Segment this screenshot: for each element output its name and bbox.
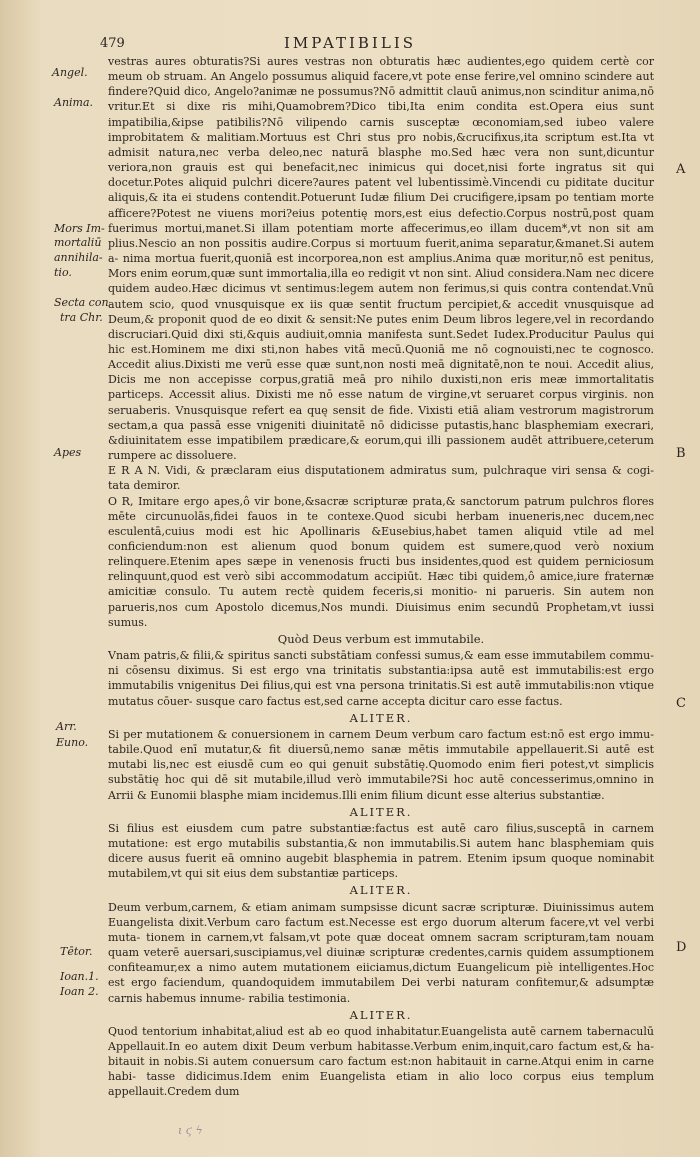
margin-note-anima: Anima. (54, 96, 94, 109)
margin-note-annihila: annihila- (54, 251, 103, 264)
heading-aliter-4: ALITER. (349, 1007, 413, 1022)
paragraph-5: Si per mutationem & conuersionem in carnem Deum verbum caro factum est:nō est ergo immu- tabile.Quod enī mutatur,& fit diuersū,nemo sanæ mētis immutabile appellauerit.Si autē est mutabi lis,nec est eiusdē cum eo qui genuit substātię.Quomodo enim fieri potest,vt simplicis substātię hoc qui dē sit mutabile,illud verò immutabile?Si hoc autē concesserimus,omnino in Arrii & Eunomii blasphe miam incidemus.Illi enim filium dicunt esse alterius substantiæ. (108, 727, 654, 802)
section-letter-c: C (676, 696, 686, 711)
margin-note-arr: Arr. (56, 720, 77, 733)
margin-note-ioan2: Ioan 2. (60, 985, 99, 998)
margin-note-mors: Mors Im- (54, 222, 105, 235)
margin-note-secta: Secta con (54, 296, 109, 309)
margin-note-mortalium: mortaliū (54, 236, 102, 249)
margin-note-ioan1: Ioan.1. (60, 970, 99, 983)
margin-note-angel: Angel. (52, 66, 88, 79)
main-text (108, 54, 654, 1100)
paragraph-eran: E R A N. Vidi, & præclaram eius disputationem admiratus sum, pulchraque viri sensa & cogi- tata demiror. (108, 464, 654, 493)
margin-note-euno: Euno. (56, 736, 89, 749)
heading-aliter-3: ALITER. (349, 883, 413, 898)
section-letter-b: B (676, 446, 686, 461)
paragraph-1: vestras aures obturatis?Si aures vestras non obturatis hæc audientes,ego quidem certè cor meum ob struam. An Angelo possumus aliquid facere,vt pote ense ferire,vel omnino scindere aut findere?Quid dico, Angelo?animæ ne possumus?Nō admittit clauū animus,non scinditur anima,nō vritur.Et si dixe ris mihi,Quamobrem?Dico tibi,Ita enim condita est.Opera eius sunt impatibilia,&ipse patibilis?Nō vilipendo carnis susceptæ œconomiam,sed iubeo valere improbitatem & malitiam.Mortuus est Chri stus pro nobis,&crucifixus,ita scriptum est.Ita vt admisit natura,nec verba deleo,nec naturā blasphe mo.Sed hæc vera non sunt,dicuntur veriora,non grauis est qui benefacit,nec inimicus qui docet,nisi forte ingratus sit qui docetur.Potes aliquid pulchri dicere?aures patent vel lubentissimè.Vincendi cu piditate ducitur aliquis,& ita ei studens contendit.Potuerunt Iudæ filium Dei crucifigere,ipsam po tentiam morte afficere?Potest ne viuens mori?eius potentię mors,est eius defectio.Corpus nostrū,post quam fuerimus mortui,manet.Si illam potentiam morte affecerimus,eo illam ducem*,vt non sit am plius.Nescio an non possitis audire.Corpus si mortuum fuerit,anima separatur,&manet.Si autem a- nima mortua fuerit,quoniā est incorporea,non est amplius.Anima quæ moritur,nō est penitus, Mors enim eorum,quæ sunt immortalia,illa eo redigit vt non sint. Aliud considera.Nam nec dicere quidem audeo.Hæc dicimus vt sentimus:legem autem non ferimus,si quis contra contendat.Vnū autem scio, quod vnusquisque ex iis quæ sentit fructum percipiet,& accedit vnusquisque ad Deum,& proponit quod de eo dixit & sensit:Ne putes enim Deum libros legere,vel in recordando discruciari.Quid dixi sti,&quis audiuit,omnia manifesta sunt.Sedet Iudex.Producitur Paulus qui hic est.Hominem me dixi sti,non habes vitā mecū.Quoniā me nō cognouisti,nec te cognosco. Accedit alius.Dixisti me verū esse quæ sunt,non nosti meā dignitatē,non te noui. Accedit alius, Dicis me non accepisse corpus,gratiā meā pro nihilo duxisti,non eris meæ immortalitatis particeps. Accessit alius. Dixisti me nō esse natum de virgine,vt seruaret corpus virginis. non seruaberis. Vnusquisque refert ea quę sensit de fide. Vixisti etiā aliam vestrorum magistrorum sectam,a qua passā esse vnigeniti diuinitatē nō didicisse putastis,hanc blasphemiam execrari, &diuinitatem esse impatibilem prædicare,& eorum,qui illi passionem audēt attribuere,ceterum rumpere ac dissoluere. (108, 55, 654, 463)
folio-number: 479 (100, 36, 125, 51)
margin-note-contra: tra Chr. (60, 311, 103, 324)
running-head: IMPATIBILIS (283, 34, 417, 52)
manuscript-mark: ι ϛ ϟ (178, 1124, 203, 1137)
margin-note-apes: Apes (54, 446, 82, 459)
heading-aliter-2: ALITER. (349, 804, 413, 819)
paragraph-orthodoxus: O R, Imitare ergo apes,ô vir bone,&sacræ scripturæ prata,& sanctorum patrum pulchros flores mēte circunuolās,fidei fauos in te contexe.Quod sicubi herbam inueneris,nec ducem,nec esculentā,cuius modi est hic Apollinaris &Eusebius,habet tamen aliquid vtile ad mel conficiendum:non est alienum quod bonum quidem est sumere,quod verò noxium relinquere.Etenim apes sæpe in venenosis fructi bus insidentes,quod est quidem perniciosum relinquunt,quod est verò sibi accommodatum accipiūt. Hæc tibi quidem,ô amice,iure fraternæ amicitiæ consulo. Tu autem rectè quidem feceris,si monitio- ni parueris. Sin autem non parueris,nos cum Apostolo dicemus,Nos mundi. Diuisimus enim secundū Prophetam,vt iussi sumus. (108, 494, 654, 629)
margin-note-tentor: Tētor. (60, 945, 93, 958)
heading-aliter-1: ALITER. (349, 710, 413, 725)
section-letter-d: D (676, 940, 687, 955)
paragraph-6: Si filius est eiusdem cum patre substantiæ:factus est autē caro filius,susceptā in carnem mutatione: est ergo mutabilis substantia,& non immutabilis.Si autem hanc blasphemiam quis dicere ausus fuerit eā omnino augebit blasphemia in patrem. Etenim ipsum quoque nominabit mutabilem,vt qui sit eius dem substantiæ particeps. (108, 821, 654, 881)
margin-note-tio: tio. (54, 266, 72, 279)
section-letter-a: A (676, 162, 686, 177)
page-header (0, 34, 700, 54)
paragraph-7: Deum verbum,carnem, & etiam animam sumpsisse dicunt sacræ scripturæ. Diuinissimus autem Euangelista dixit.Verbum caro factum est.Necesse est ergo duorum alterum facere,vt vel verbi muta- tionem in carnem,vt falsam,vt pote quæ doceat omnem sacram scripturam,tam nouam quam veterē auersari,suscipiamus,vel diuinæ scripturæ credentes,carnis quidem assumptionem confiteamur,ex a nimo autem mutationem eiiciamus,dictum Euangelicum piè intelligentes.Hoc est ergo faciendum, quandoquidem immutabilem Dei verbi naturam confitemur,& adsumptæ carnis habemus innume- rabilia testimonia. (108, 900, 654, 1005)
section-title: Quòd Deus verbum est immutabile. (277, 631, 485, 646)
paragraph-4: Vnam patris,& filii,& spiritus sancti substātiam confessi sumus,& eam esse immutabilem commu- ni cōsensu diximus. Si est ergo vna trinitatis substantia:ipsa autē est immutabilis:est ergo immutabilis vnigenitus Dei filius,qui est vna persona trinitatis.Si est autē immutabilis:non vtique mutatus cōuer- susque caro factus est,sed carne accepta dicitur caro esse factus. (108, 649, 654, 708)
paragraph-8: Quod tentorium inhabitat,aliud est ab eo quod inhabitatur.Euangelista autē carnem tabernaculū Appellauit.In eo autem dixit Deum verbum habitasse.Verbum enim,inquit,caro factum est,& ha- bitauit in nobis.Si autem conuersum caro factum est:non habitauit in carne.Atqui enim in carne habi- tasse didicimus.Idem enim Euangelista etiam in alio loco corpus eius templum appellauit.Credem dum (108, 1024, 654, 1099)
